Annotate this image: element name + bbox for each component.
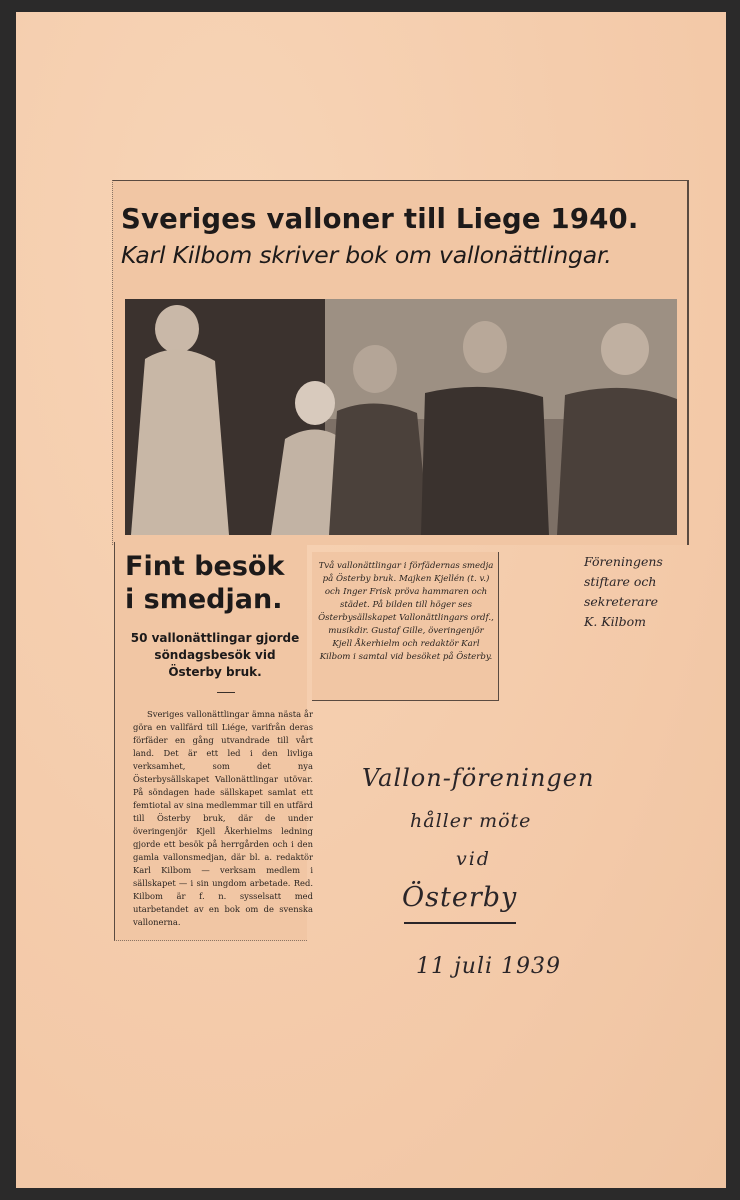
headline: Sveriges valloner till Liege 1940. bbox=[121, 203, 639, 235]
article-column bbox=[114, 542, 313, 941]
archive-sheet bbox=[16, 12, 726, 1188]
handwritten-underline bbox=[404, 922, 516, 924]
photo-illustration bbox=[125, 299, 677, 535]
article-body: Sveriges vallonättlingar ämna nästa år göra en vallfärd till Liége, varifrån deras förfäder en gång utvandrade till vårt land. Det är ett led i den livliga verksamhet, som det nya Österbysällskapet Vallonättlingar utövar. På söndagen hade sällskapet samlat ett femtiotal av sina medlemmar till en utfärd till Österby bruk, där de under överingenjör Kjell Åkerhielms ledning gjorde ett besök på herrgården och i den gamla vallonsmedjan, där bl. a. redaktör Karl Kilbom — verksam medlem i sällskapet — i sin ungdom arbetade. Red. Kilbom är f. n. sysselsatt med utarbetandet av en bok om de svenska vallonerna. bbox=[133, 709, 313, 927]
subheadline: Karl Kilbom skriver bok om vallonättlingar. bbox=[121, 241, 612, 269]
handwritten-side-note bbox=[584, 552, 663, 632]
note-line-3: sekreterare bbox=[584, 594, 658, 609]
handwritten-line-2: håller möte bbox=[410, 810, 532, 832]
section-subtitle: 50 vallonättlingar gjorde söndagsbesök vid Österby bruk. bbox=[130, 631, 300, 679]
divider bbox=[217, 692, 235, 693]
handwritten-date: 11 juli 1939 bbox=[416, 954, 562, 979]
section-title-line-2: i smedjan. bbox=[125, 584, 283, 615]
photo-caption-box bbox=[312, 552, 499, 701]
section-title-line-1: Fint besök bbox=[125, 551, 285, 582]
handwritten-line-3: vid bbox=[456, 848, 491, 870]
section-title bbox=[125, 550, 305, 616]
note-line-1: Föreningens bbox=[584, 554, 663, 569]
photo-caption: Två vallonättlingar i förfädernas smedja på Österby bruk. Majken Kjellén (t. v.) och Inger Frisk pröva hammaren och städet. På bilden till höger ses Österbysällskapet Vallonättlingars ordf., musikdir. Gustaf Gille, överingenjör Kjell Åkerhielm och redaktör Karl Kilbom i samtal vid besöket på Österby. bbox=[318, 561, 494, 662]
note-line-4: K. Kilbom bbox=[584, 614, 646, 629]
handwritten-line-1: Vallon-föreningen bbox=[362, 764, 595, 792]
handwritten-line-4: Österby bbox=[402, 882, 518, 913]
news-photo bbox=[125, 299, 677, 535]
newspaper-clipping-headline bbox=[112, 180, 689, 545]
note-line-2: stiftare och bbox=[584, 574, 657, 589]
